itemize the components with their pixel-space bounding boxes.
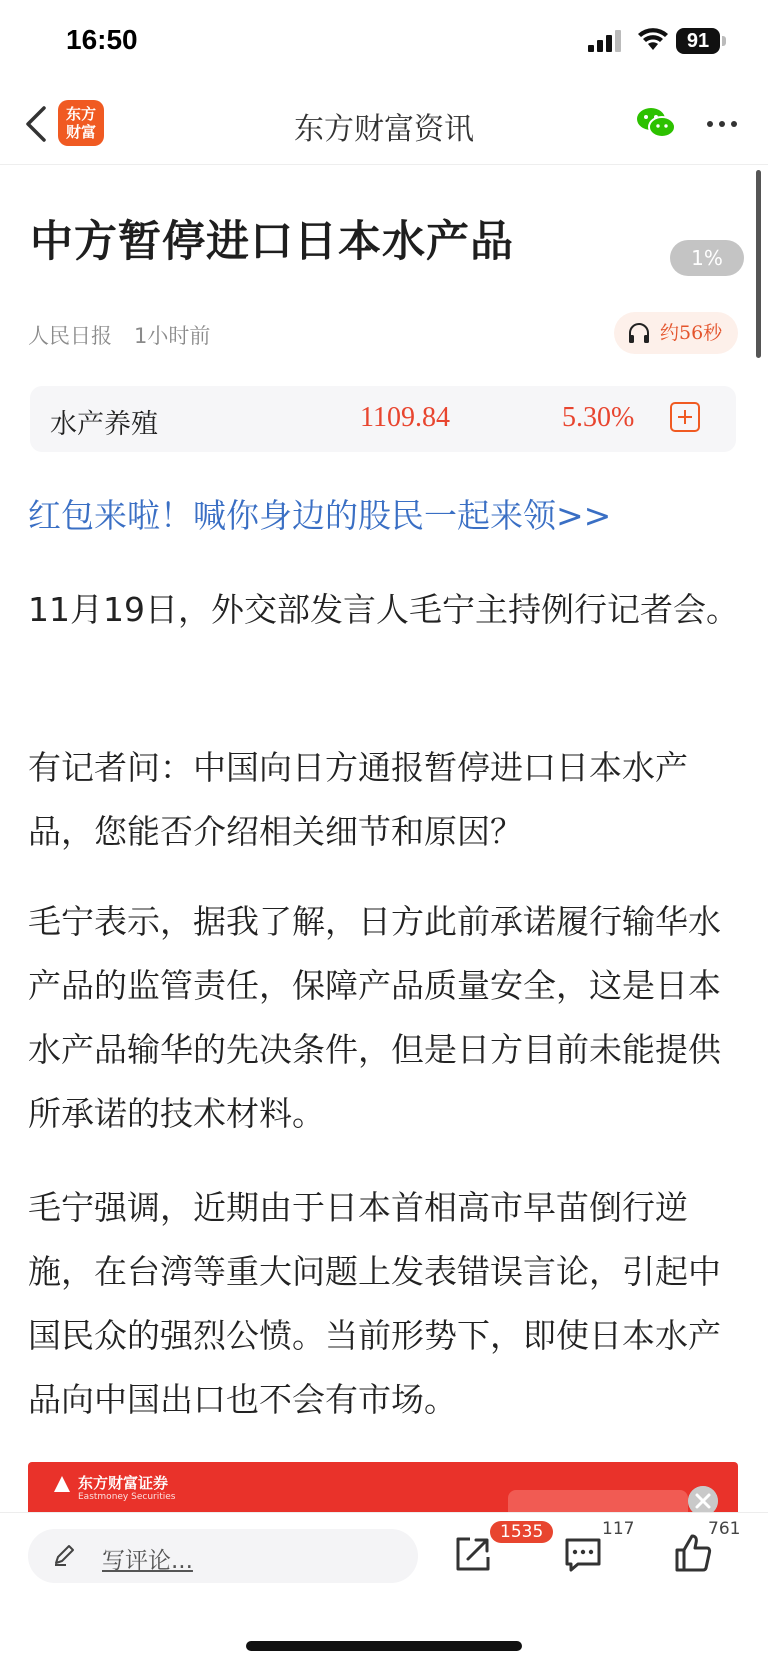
stock-change: 5.30% (562, 402, 635, 433)
cellular-signal-icon (588, 30, 624, 52)
bottom-action-bar (0, 1512, 768, 1664)
more-options-icon[interactable] (704, 106, 740, 142)
eastmoney-securities-logo-icon (52, 1474, 72, 1496)
share-count-badge: 1535 (490, 1521, 553, 1543)
comment-input[interactable] (28, 1529, 418, 1583)
listen-duration: 约56秒 (660, 322, 723, 344)
scrollbar[interactable] (756, 170, 761, 358)
listen-audio-button[interactable] (614, 312, 738, 354)
article-title: 中方暂停进口日本水产品 (30, 217, 514, 267)
logo-line-2: 财富 (65, 123, 96, 141)
stock-name: 水产养殖 (50, 409, 158, 440)
comment-count: 117 (602, 1519, 635, 1539)
pencil-icon (52, 1543, 76, 1567)
stock-price: 1109.84 (360, 402, 450, 433)
battery-level: 91 (676, 28, 720, 54)
article-source[interactable]: 人民日报 (28, 324, 112, 348)
comment-icon[interactable] (564, 1537, 602, 1573)
article-paragraph: 毛宁强调，近期由于日本首相高市早苗倒行逆施，在台湾等重大问题上发表错误言论，引起中国民众的强烈公愤。当前形势下，即使日本水产品向中国出口也不会有市场。 (28, 1188, 721, 1419)
status-bar (0, 0, 768, 84)
article-time: 1小时前 (134, 324, 211, 348)
like-count: 761 (708, 1519, 741, 1539)
home-indicator (246, 1641, 522, 1651)
related-stock-card[interactable] (30, 386, 736, 452)
wifi-icon (638, 28, 668, 52)
page-title: 东方财富资讯 (294, 112, 474, 147)
read-progress-badge: 1% (670, 240, 744, 276)
ad-brand: 东方财富证券 (78, 1474, 169, 1492)
red-packet-promo-link[interactable]: 红包来啦！喊你身边的股民一起来领>> (28, 496, 612, 535)
battery-cap (722, 36, 726, 46)
article-paragraph: 11月19日，外交部发言人毛宁主持例行记者会。 (28, 590, 739, 629)
nav-bar (0, 84, 768, 165)
thumbs-up-icon[interactable] (674, 1533, 712, 1573)
comment-placeholder: 写评论... (102, 1548, 193, 1574)
add-watchlist-button[interactable] (670, 402, 700, 432)
share-icon[interactable] (454, 1535, 492, 1573)
battery-icon (676, 28, 728, 54)
logo-line-1: 东方 (65, 105, 96, 123)
status-time: 16:50 (66, 24, 138, 55)
article-paragraph: 有记者问：中国向日方通报暂停进口日本水产品，您能否介绍相关细节和原因？ (28, 748, 688, 851)
ad-brand-en: Eastmoney Securities (78, 1492, 176, 1502)
ad-banner[interactable] (28, 1462, 738, 1512)
ad-decoration (508, 1490, 688, 1512)
headphone-icon (628, 323, 650, 343)
wechat-share-icon[interactable] (636, 106, 676, 140)
article-paragraph: 毛宁表示，据我了解，日方此前承诺履行输华水产品的监管责任，保障产品质量安全，这是日本水产品输华的先决条件，但是日方目前未能提供所承诺的技术材料。 (28, 902, 721, 1133)
